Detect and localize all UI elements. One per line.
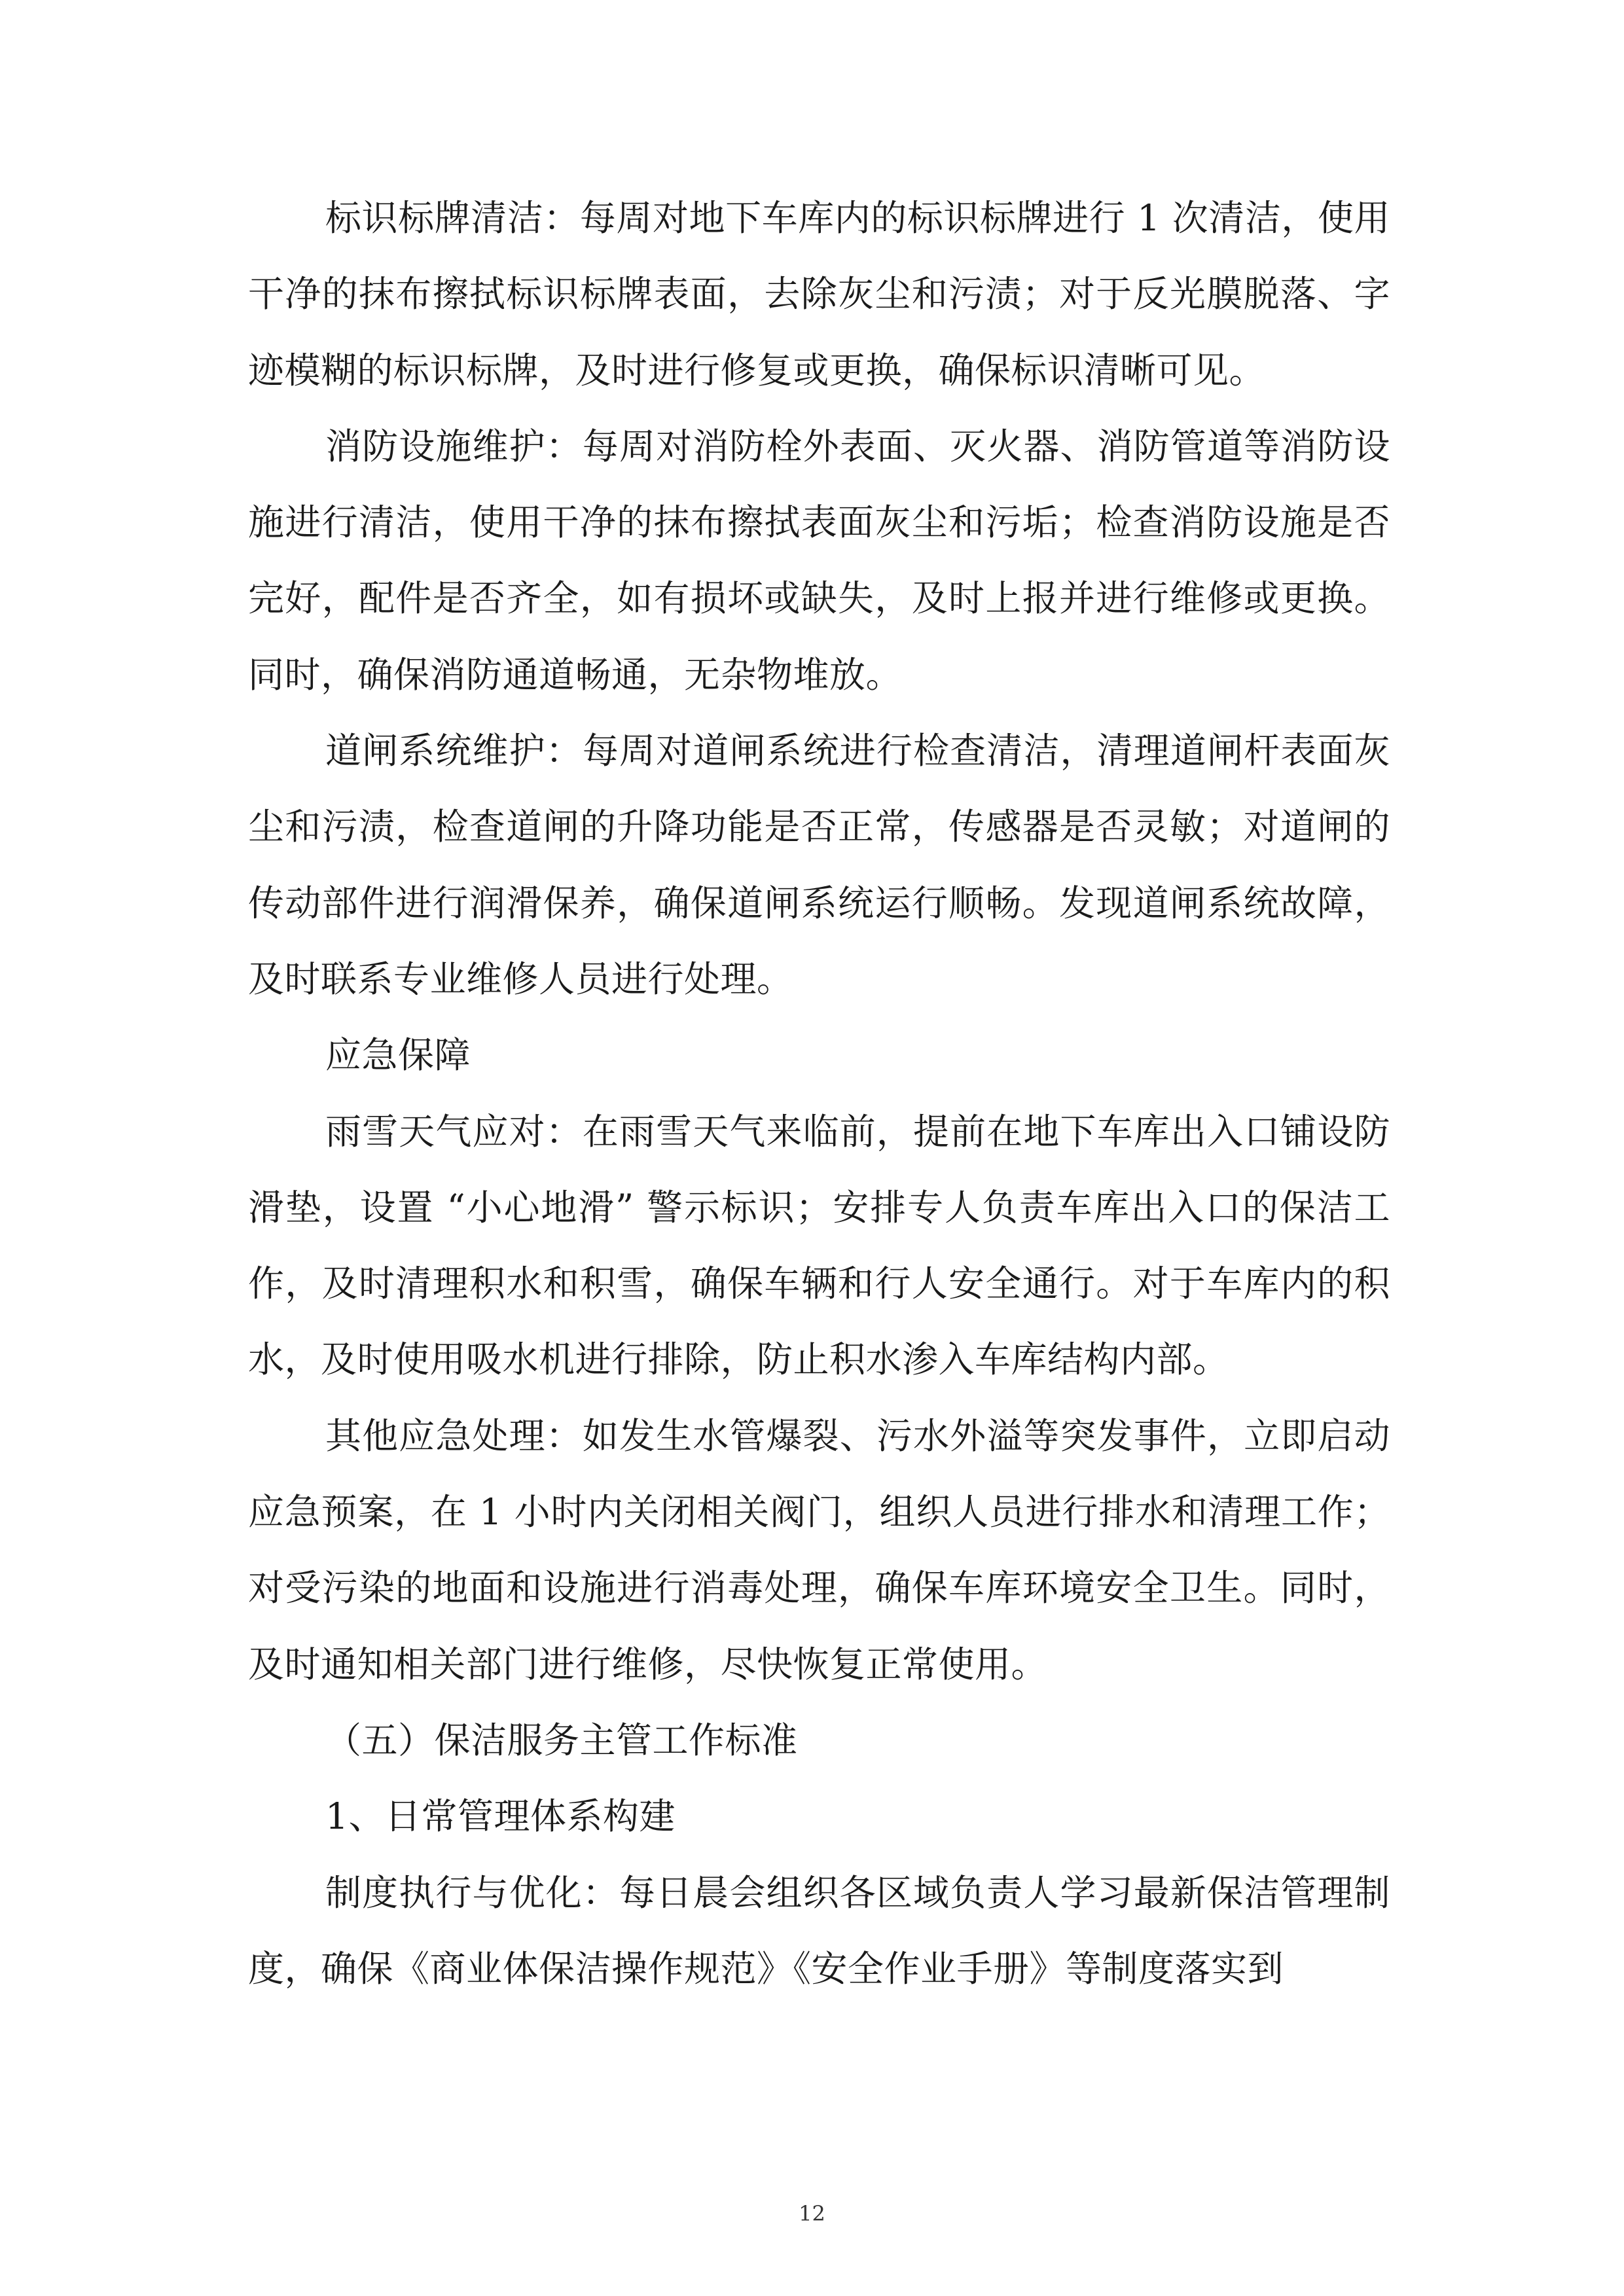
paragraph-signage-cleaning: 标识标牌清洁：每周对地下车库内的标识标牌进行 1 次清洁，使用干净的抹布擦拭标识标牌表面，去除灰尘和污渍；对于反光膜脱落、字迹模糊的标识标牌，及时进行修复或更换，确保标识清晰可见。	[248, 197, 1390, 391]
section-heading-emergency: 应急保障	[325, 1034, 471, 1077]
paragraph-barrier-gate-maintenance: 道闸系统维护：每周对道闸系统进行检查清洁，清理道闸杆表面灰尘和污渍，检查道闸的升降功能是否正常，传感器是否灵敏；对道闸的传动部件进行润滑保养，确保道闸系统运行顺畅。发现道闸系统故障，及时联系专业维修人员进行处理。	[248, 730, 1390, 1000]
paragraph-rain-snow-response: 雨雪天气应对：在雨雪天气来临前，提前在地下车库出入口铺设防滑垫，设置 “小心地滑” 警示标识；安排专人负责车库出入口的保洁工作，及时清理积水和积雪，确保车辆和行人安全通行。对于车库内的积水，及时使用吸水机进行排除，防止积水渗入车库结构内部。	[248, 1110, 1390, 1381]
section-heading-supervisor-standard: （五）保洁服务主管工作标准	[325, 1719, 798, 1761]
subsection-heading-management-system: 1、日常管理体系构建	[325, 1795, 676, 1838]
document-body	[248, 180, 1390, 2007]
page-number: 12	[799, 2201, 825, 2226]
paragraph-fire-facility-maintenance: 消防设施维护：每周对消防栓外表面、灭火器、消防管道等消防设施进行清洁，使用干净的抹布擦拭表面灰尘和污垢；检查消防设施是否完好，配件是否齐全，如有损坏或缺失，及时上报并进行维修或更换。同时，确保消防通道畅通，无杂物堆放。	[248, 425, 1390, 696]
paragraph-policy-execution: 制度执行与优化：每日晨会组织各区域负责人学习最新保洁管理制度，确保《商业体保洁操作规范》《安全作业手册》等制度落实到	[248, 1871, 1390, 1990]
paragraph-other-emergency: 其他应急处理：如发生水管爆裂、污水外溢等突发事件，立即启动应急预案，在 1 小时内关闭相关阀门，组织人员进行排水和清理工作；对受污染的地面和设施进行消毒处理，确保车库环境安全卫生。同时，及时通知相关部门进行维修，尽快恢复正常使用。	[248, 1414, 1390, 1685]
